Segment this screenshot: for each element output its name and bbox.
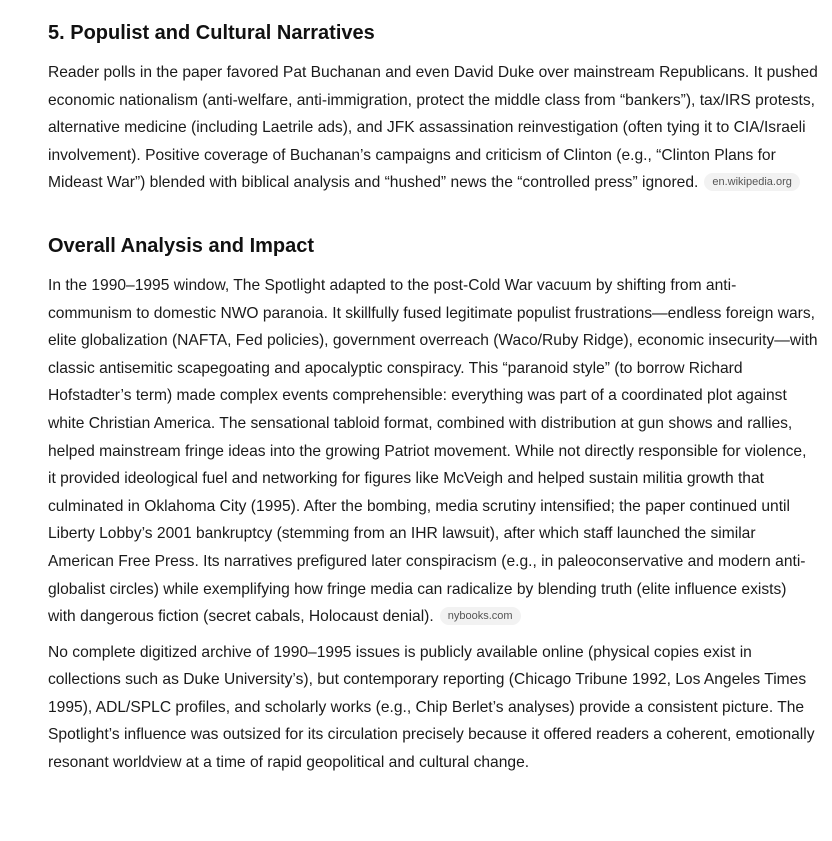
source-chip-wikipedia[interactable]: en.wikipedia.org: [704, 173, 800, 191]
paragraph-text: Reader polls in the paper favored Pat Buchanan and even David Duke over mainstream Republicans. It pushed economic nationalism (anti-welfare, anti-immigration, protect the middle class from “bankers”), tax/IRS protests, alternative medicine (including Laetrile ads), and JFK assassination reinvestigation (often tying it to CIA/Israeli involvement). Positive coverage of Buchanan’s campaigns and criticism of Clinton (e.g., “Clinton Plans for Mideast War”) blended with biblical analysis and “hushed” news the “controlled press” ignored.: [48, 64, 818, 192]
section-heading-overall: Overall Analysis and Impact: [48, 234, 315, 257]
paragraph-populist: [48, 59, 818, 197]
section-heading-populist: 5. Populist and Cultural Narratives: [48, 22, 375, 44]
source-chip-nybooks[interactable]: nybooks.com: [440, 607, 521, 625]
response-content: [48, 0, 818, 777]
paragraph-text: In the 1990–1995 window, The Spotlight adapted to the post-Cold War vacuum by shifting from anti-communism to domestic NWO paranoia. It skillfully fused legitimate populist frustrations—endless foreign wars, elite globalization (NAFTA, Fed policies), government overreach (Waco/Ruby Ridge), economic insecurity—with classic antisemitic scapegoating and apocalyptic conspiracy. This “paranoid style” (to borrow Richard Hofstadter’s term) made complex events comprehensible: everything was part of a coordinated plot against white Christian America. The sensational tabloid format, combined with distribution at gun shows and rallies, helped mainstream fringe ideas into the growing Patriot movement. While not directly responsible for violence, it provided ideological fuel and networking for figures like McVeigh and helped sustain militia growth that culminated in Oklahoma City (1995). After the bombing, media scrutiny intensified; the paper continued until Liberty Lobby’s 2001 bankruptcy (stemming from an IHR lawsuit), after which staff launched the similar American Free Press. Its narratives prefigured later conspiracism (e.g., in paleoconservative and modern anti-globalist circles) while exemplifying how fringe media can radicalize by blending truth (elite influence exists) with dangerous fiction (secret cabals, Holocaust denial).: [48, 276, 818, 626]
paragraph-overall-analysis: [48, 272, 818, 631]
paragraph-archive-note: No complete digitized archive of 1990–1995 issues is publicly available online (physical copies exist in collections such as Duke University’s), but contemporary reporting (Chicago Tribune 1992, Los Angeles Times 1995), ADL/SPLC profiles, and scholarly works (e.g., Chip Berlet’s analyses) provide a consistent picture. The Spotlight’s influence was outsized for its circulation precisely because it offered readers a coherent, emotionally resonant worldview at a time of rapid geopolitical and cultural change.: [48, 643, 815, 772]
